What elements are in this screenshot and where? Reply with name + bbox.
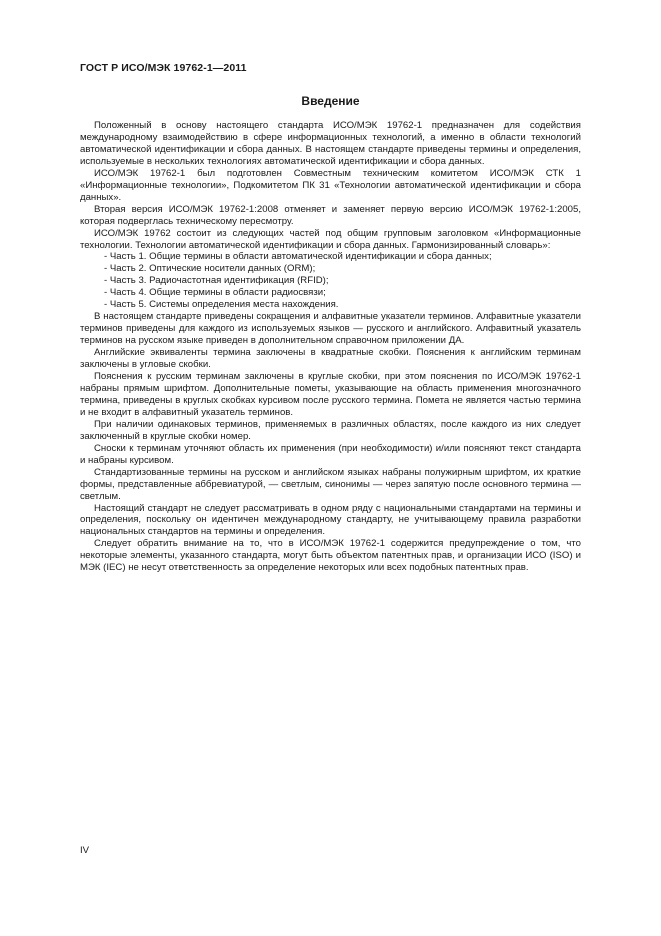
- section-title: Введение: [301, 94, 360, 108]
- intro-paragraph: Сноски к терминам уточняют область их применения (при необходимости) и/или поясняют текст стандарта и набраны курсивом.: [80, 442, 581, 466]
- list-item: - Часть 2. Оптические носители данных (ORM);: [104, 263, 316, 275]
- page-number: IV: [80, 845, 90, 856]
- list-item: - Часть 4. Общие термины в области радиосвязи;: [104, 287, 326, 299]
- intro-paragraph: Следует обратить внимание на то, что в ИСО/МЭК 19762-1 содержится предупреждение о том, что некоторые элементы, указанного стандарта, могут быть объектом патентных прав, и организации ИСО (ISO) и МЭК (IEC) не несут ответственность за определение некоторых или всех подобных патентных прав.: [80, 538, 581, 574]
- document-body: [80, 120, 581, 574]
- intro-paragraph: Пояснения к русским терминам заключены в круглые скобки, при этом пояснения по ИСО/МЭК 19762-1 набраны прямым шрифтом. Дополнительные пометы, указывающие на область применения многозначного термина, приведены в круглых скобках курсивом после русского термина. Помета не является частью термина и не входит в алфавитный указатель терминов.: [80, 371, 581, 418]
- standard-header: ГОСТ Р ИСО/МЭК 19762-1—2011: [80, 62, 247, 74]
- intro-paragraph: ИСО/МЭК 19762 состоит из следующих частей под общим групповым заголовком «Информационные технологии. Технологии автоматической идентификации и сбора данных. Гармонизированный словарь»:: [80, 227, 581, 251]
- parts-list: [80, 251, 581, 311]
- intro-paragraph: Вторая версия ИСО/МЭК 19762-1:2008 отменяет и заменяет первую версию ИСО/МЭК 19762-1:2005, которая подверглась техническому пересмотру.: [80, 203, 581, 227]
- list-item: - Часть 1. Общие термины в области автоматической идентификации и сбора данных;: [104, 251, 492, 263]
- intro-paragraph: ИСО/МЭК 19762-1 был подготовлен Совместным техническим комитетом ИСО/МЭК СТК 1 «Информационные технологии», Подкомитетом ПК 31 «Технологии автоматической идентификации и сбора данных».: [80, 167, 581, 203]
- list-item: - Часть 5. Системы определения места нахождения.: [104, 299, 339, 311]
- intro-paragraph: Английские эквиваленты термина заключены в квадратные скобки. Пояснения к английским терминам заключены в угловые скобки.: [80, 347, 581, 371]
- intro-paragraph: Стандартизованные термины на русском и английском языках набраны полужирным шрифтом, их краткие формы, представленные аббревиатурой, — светлым, синонимы — через запятую после основного термина — светлым.: [80, 466, 581, 502]
- intro-paragraph: При наличии одинаковых терминов, применяемых в различных областях, после каждого из них следует заключенный в круглые скобки номер.: [80, 418, 581, 442]
- intro-paragraph: В настоящем стандарте приведены сокращения и алфавитные указатели терминов. Алфавитные указатели терминов приведены для каждого из используемых языков — русского и английского. Алфавитный указатель терминов на русском языке приведен в дополнительном справочном приложении ДА.: [80, 311, 581, 347]
- intro-paragraph: Настоящий стандарт не следует рассматривать в одном ряду с национальными стандартами на термины и определения, поскольку он идентичен международному стандарту, не учитывающему правила разработки национальных стандартов на термины и определения.: [80, 502, 581, 538]
- intro-paragraph: Положенный в основу настоящего стандарта ИСО/МЭК 19762-1 предназначен для содействия международному взаимодействию в сфере информационных технологий, а именно в области технологий автоматической идентификации и сбора данных. В настоящем стандарте приведены термины и определения, используемые в нескольких технологиях автоматической идентификации и сбора данных.: [80, 120, 581, 167]
- list-item: - Часть 3. Радиочастотная идентификация (RFID);: [104, 275, 329, 287]
